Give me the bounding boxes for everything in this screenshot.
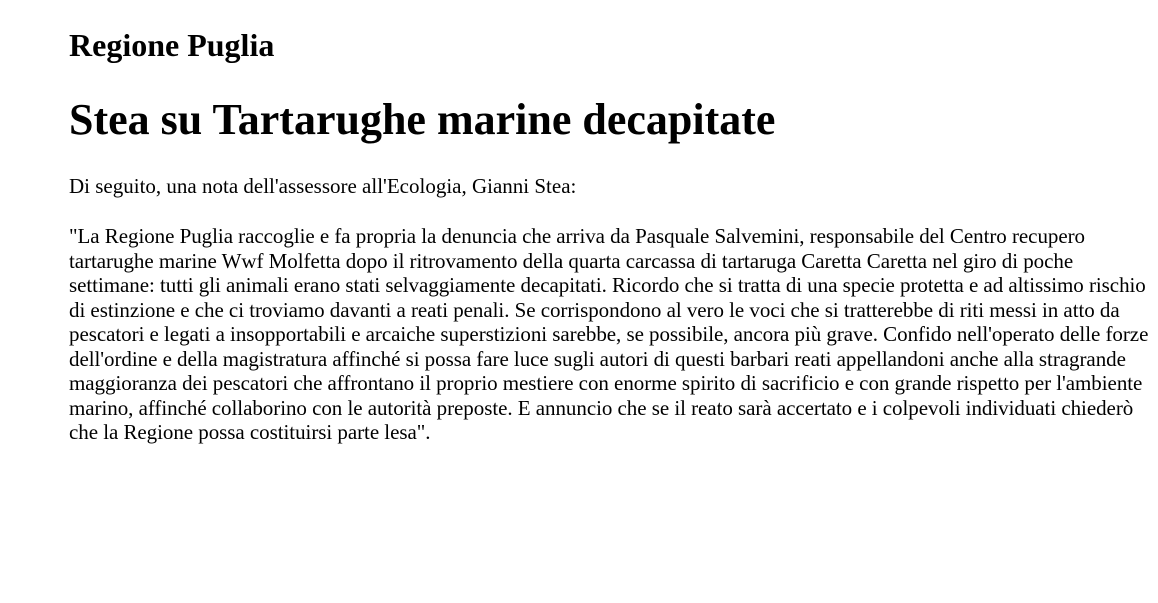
article-title: Stea su Tartarughe marine decapitate (69, 95, 776, 144)
article-body: "La Regione Puglia raccoglie e fa propria la denuncia che arriva da Pasquale Salvemini, responsabile del Centro recupero tartarughe marine Wwf Molfetta dopo il ritrovamento della quarta carcassa di tartaruga Caretta Caretta nel giro di poche settimane: tutti gli animali erano stati selvaggiamente decapitati. Ricordo che si tratta di una specie protetta e ad altissimo rischio di estinzione e che ci troviamo davanti a reati penali. Se corrispondono al vero le voci che si tratterebbe di riti messi in atto da pescatori e legati a insopportabili e arcaiche superstizioni sarebbe, se possibile, ancora più grave. Confido nell'operato delle forze dell'ordine e della magistratura affinché si possa fare luce sugli autori di questi barbari reati appellandoni anche alla stragrande maggioranza dei pescatori che affrontano il proprio mestiere con enorme spirito di sacrificio e con grande rispetto per l'ambiente marino, affinché collaborino con le autorità preposte. E annuncio che se il reato sarà accertato e i colpevoli individuati chiederò che la Regione possa costituirsi parte lesa". (69, 224, 1149, 444)
site-name-heading: Regione Puglia (69, 27, 275, 63)
article-intro: Di seguito, una nota dell'assessore all'Ecologia, Gianni Stea: (69, 174, 577, 198)
